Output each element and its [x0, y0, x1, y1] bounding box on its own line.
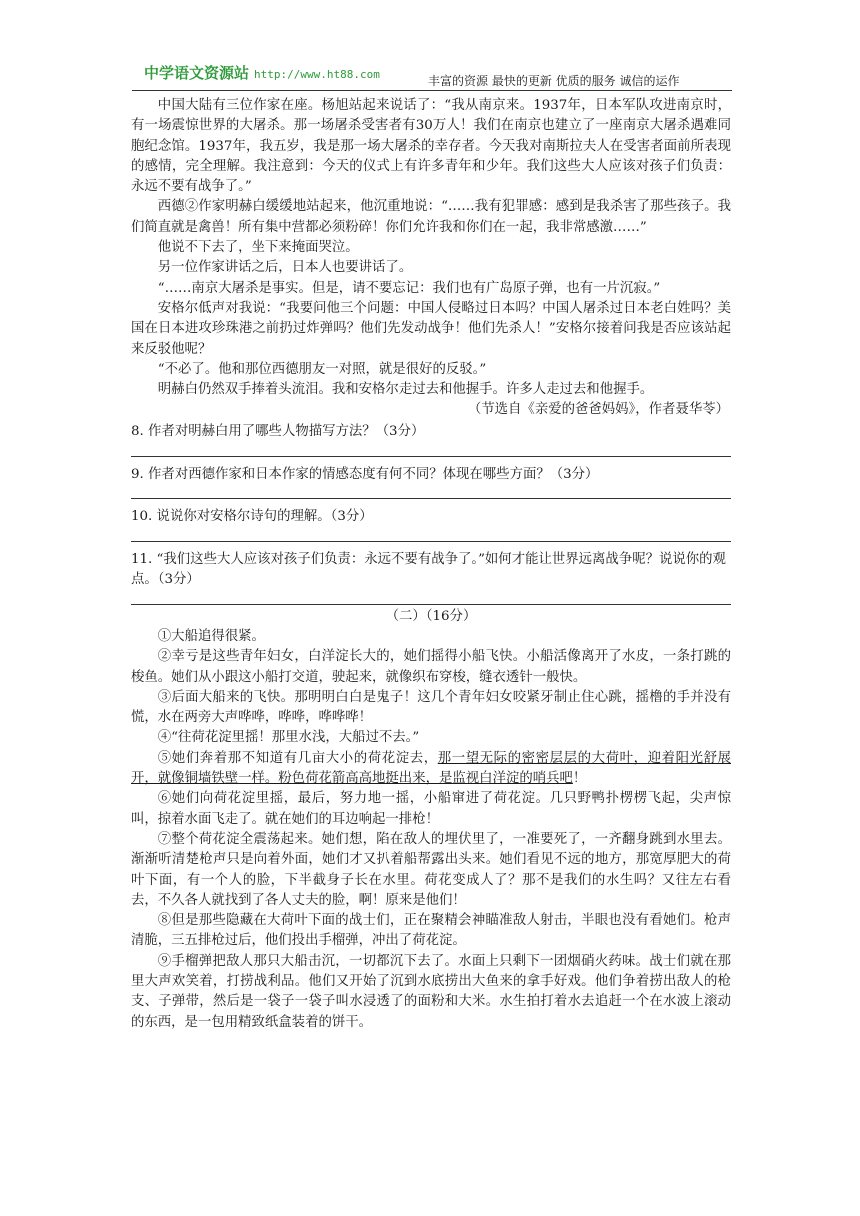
question-11: 11. “我们这些大人应该对孩子们负责：永远不要有战争了。”如何才能让世界远离战争呢？说说你的观点。（3分） — [131, 551, 726, 588]
paragraph: ③后面大船来的飞快。那明明白白是鬼子！这几个青年妇女咬紧牙制止住心跳，摇橹的手并没有慌，水在两旁大声哗哗，哗哗，哗哗哗！ — [131, 689, 731, 726]
paragraph: ④“往荷花淀里摇！那里水浅，大船过不去。” — [157, 730, 420, 746]
answer-line[interactable] — [131, 498, 731, 499]
paragraph: 另一位作家讲话之后，日本人也要讲话了。 — [157, 260, 413, 276]
page-header — [132, 62, 732, 92]
logo-text: 中学语文资源站 — [144, 64, 250, 82]
paragraph: 安格尔低声对我说：“我要问他三个问题：中国人侵略过日本吗？中国人屠杀过日本老白姓吗？美国在日本进攻珍珠港之前扔过炸弹吗？他们先发动战争！他们先杀人！”安格尔接着问我是否应该站起来反驳他呢？ — [131, 300, 731, 357]
paragraph: “不必了。他和那位西德朋友一对照，就是很好的反驳。” — [157, 361, 487, 377]
paragraph: “……南京大屠杀是事实。但是，请不要忘记：我们也有广岛原子弹，也有一片沉寂。” — [157, 280, 661, 296]
paragraph: ①大船追得很紧。 — [157, 628, 265, 644]
paragraph: ⑥她们向荷花淀里摇，最后，努力地一摇，小船窜进了荷花淀。几只野鸭扑楞楞飞起，尖声惊叫，掠着水面飞走了。就在她们的耳边响起一排枪！ — [131, 791, 731, 827]
paragraph — [131, 749, 731, 790]
paragraph: ②幸亏是这些青年妇女，白洋淀长大的，她们摇得小船飞快。小船活像离开了水皮，一条打跳的梭鱼。她们从小跟这小船打交道，驶起来，就像织布穿梭，缝衣透针一般快。 — [131, 649, 731, 685]
source-citation: （节选自《亲爱的爸爸妈妈》，作者聂华苓） — [467, 402, 729, 418]
header-divider — [132, 90, 732, 91]
paragraph: ⑧但是那些隐藏在大荷叶下面的战士们，正在聚精会神瞄准敌人射击，半眼也没有看她们。枪声清脆，三五排枪过后，他们投出手榴弹，冲出了荷花淀。 — [131, 913, 731, 949]
question-8: 8. 作者对明赫白用了哪些人物描写方法？（3分） — [131, 424, 425, 440]
paragraph: ⑨手榴弹把敌人那只大船击沉，一切都沉下去了。水面上只剩下一团烟硝火药味。战士们就在那里大声欢笑着，打捞战利品。他们又开始了沉到水底捞出大鱼来的拿手好戏。他们争着捞出敌人的枪支、子弹带，然后是一袋子一袋子叫水浸透了的面粉和大米。水生拍打着水去追赶一个在水波上滚动的东西，是一包用精致纸盒装着的饼干。 — [131, 953, 731, 1030]
paragraph: 明赫白仍然双手捧着头流泪。我和安格尔走过去和他握手。许多人走过去和他握手。 — [157, 382, 654, 398]
answer-line[interactable] — [131, 456, 731, 457]
question-9: 9. 作者对西德作家和日本作家的情感态度有何不同？体现在哪些方面？（3分） — [131, 466, 599, 482]
logo-url[interactable]: http://www.ht88.com — [254, 68, 380, 81]
answer-line[interactable] — [131, 541, 731, 542]
underlined-sentence: 那一望无际的密密层层的大荷叶，迎着阳光舒展开，就像铜墙铁壁一样。粉色荷花箭高高地挺出来，是监视白洋淀的哨兵吧 — [131, 750, 731, 787]
header-slogan: 丰富的资源 最快的更新 优质的服务 诚信的运作 — [428, 74, 680, 88]
paragraph: 他说不下去了，坐下来掩面哭泣。 — [157, 240, 359, 256]
document-body — [131, 96, 731, 1033]
question-10: 10. 说说你对安格尔诗句的理解。（3分） — [131, 509, 373, 525]
answer-line[interactable] — [131, 604, 731, 605]
site-logo[interactable] — [144, 62, 380, 83]
paragraph: 西德②作家明赫白缓缓地站起来，他沉重地说：“……我有犯罪感：感到是我杀害了那些孩子。我们简直就是禽兽！所有集中营都必须粉碎！你们允许我和你们在一起，我非常感激……” — [131, 199, 731, 235]
text-span: ！ — [572, 771, 587, 787]
paragraph: 中国大陆有三位作家在座。杨旭站起来说话了：“我从南京来。1937年，日本军队攻进南京时，有一场震惊世界的大屠杀。那一场屠杀受害者有30万人！我们在南京也建立了一座南京大屠杀遇难同胞纪念馆。1937年，我五岁，我是那一场大屠杀的幸存者。今天我对南斯拉夫人在受害者面前所表现的感情，完全理解。我注意到：今天的仪式上有许多青年和少年。我们这些大人应该对孩子们负责：永远不要有战争了。” — [131, 98, 731, 195]
section-title: （二）（16分） — [385, 608, 477, 624]
paragraph: ⑦整个荷花淀全震荡起来。她们想，陷在敌人的埋伏里了，一准要死了，一齐翻身跳到水里去。渐渐听清楚枪声只是向着外面，她们才又扒着船帮露出头来。她们看见不远的地方，那宽厚肥大的荷叶下面，有一个人的脸，下半截身子长在水里。荷花变成人了？那不是我们的水生吗？又往左右看去，不久各人就找到了各人丈夫的脸，啊！原来是他们！ — [131, 831, 731, 908]
text-span: ⑤她们奔着那不知道有几亩大小的荷花淀去， — [157, 750, 438, 766]
